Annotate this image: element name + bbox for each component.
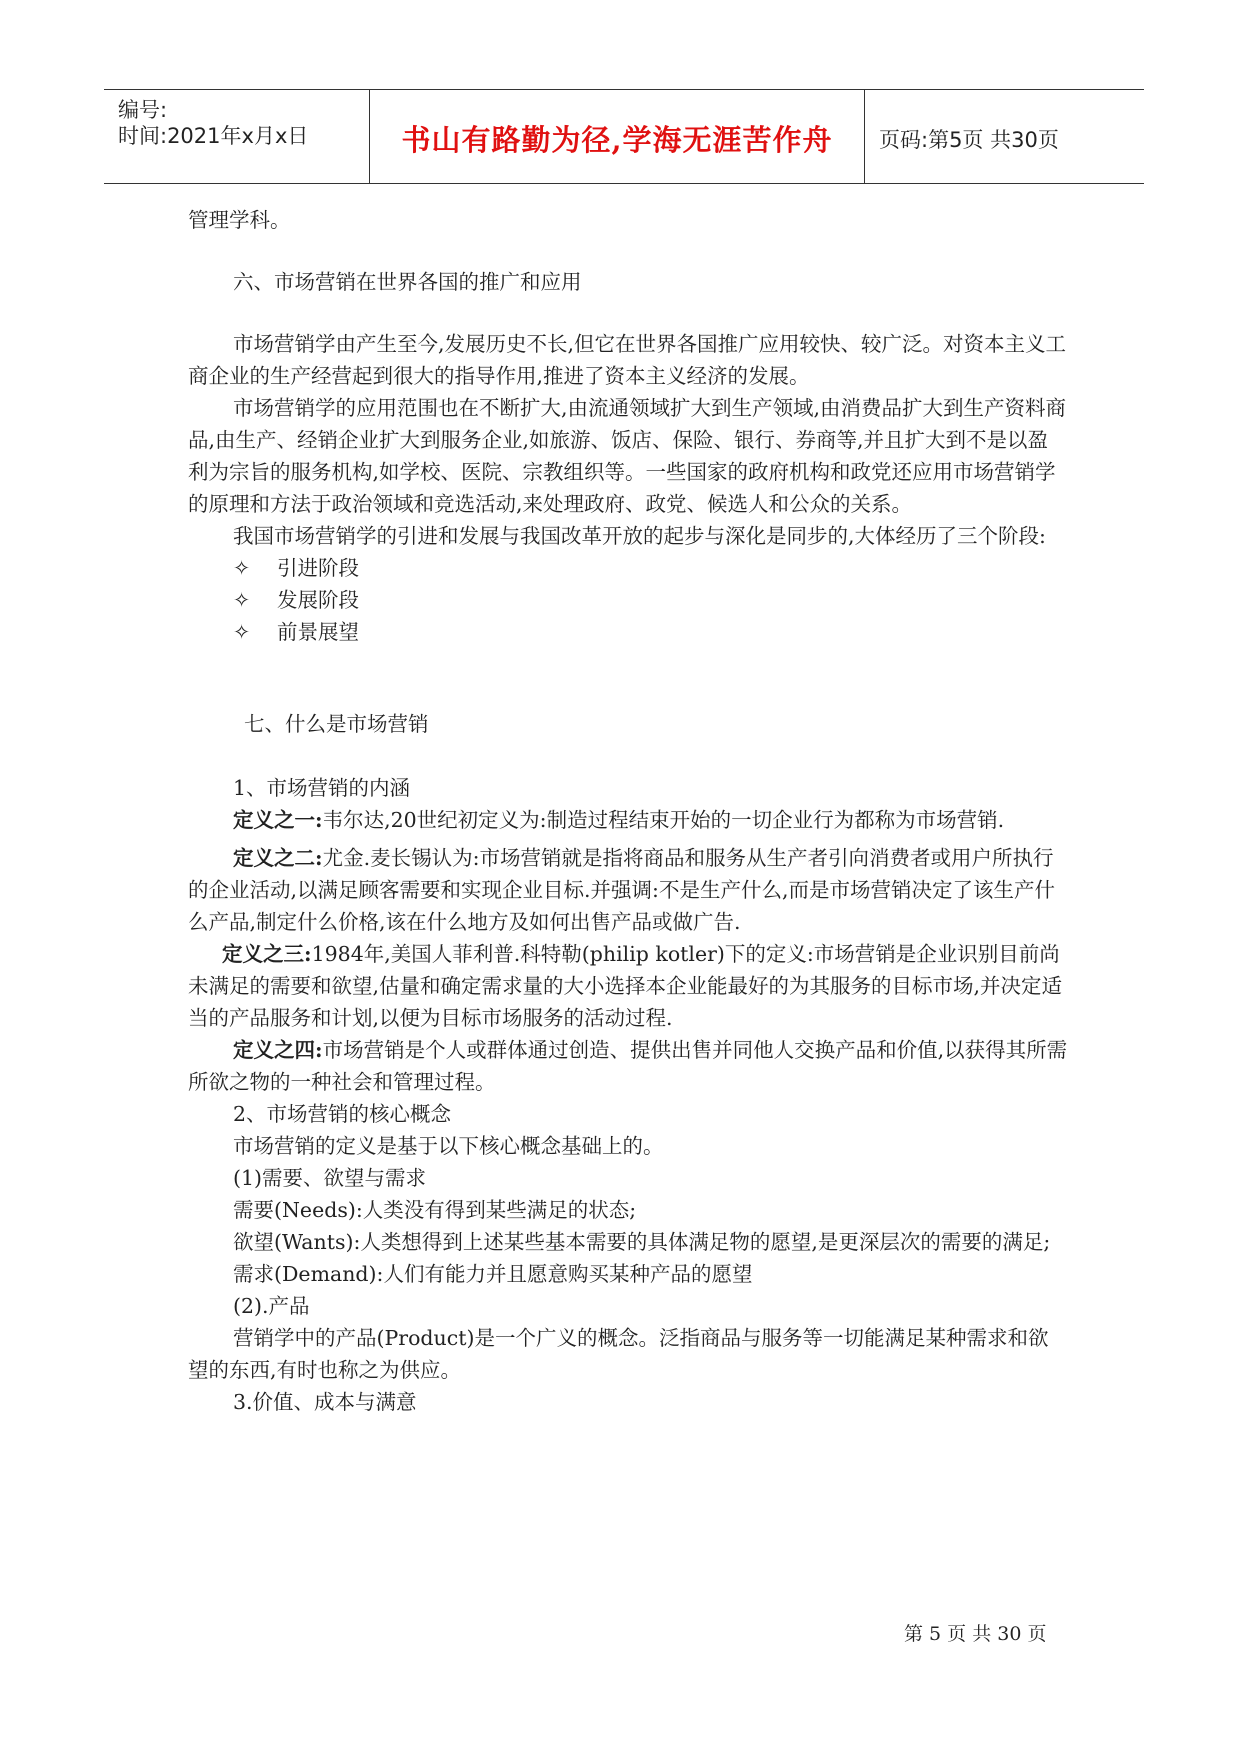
product-text: 营销学中的产品(Product)是一个广义的概念。泛指商品与服务等一切能满足某种需求和欲望的东西,有时也称之为供应。 [188, 1326, 1049, 1382]
definition-label: 定义之二: [233, 846, 323, 870]
time-label: 时间:2021年x月x日 [118, 124, 309, 148]
paragraph: 市场营销学的应用范围也在不断扩大,由流通领域扩大到生产领域,由消费品扩大到生产资料商品,由生产、经销企业扩大到服务企业,如旅游、饭店、保险、银行、券商等,并且扩大到不是以盈利为宗旨的服务机构,如学校、医院、宗教组织等。一些国家的政府机构和政党还应用市场营销学的原理和方法于政治领域和竞选活动,来处理政府、政党、候选人和公众的关系。 [188, 396, 1067, 516]
header-page-cell [865, 90, 1144, 183]
document-body [188, 204, 1068, 1418]
paragraph: 市场营销学由产生至今,发展历史不长,但它在世界各国推广应用较快、较广泛。对资本主义工商企业的生产经营起到很大的指导作用,推进了资本主义经济的发展。 [188, 332, 1067, 388]
diamond-bullet-icon: ✧ [233, 556, 251, 580]
definition-3 [188, 938, 1068, 1034]
page-footer: 第 5 页 共 30 页 [904, 1623, 1047, 1645]
page-header [104, 89, 1144, 184]
definition-text: 1984年,美国人菲利普.科特勒(philip kotler)下的定义:市场营销是企业识别目前尚未满足的需要和欲望,估量和确定需求量的大小选择本企业能最好的为其服务的目标市场,并决定适当的产品服务和计划,以便为目标市场服务的活动过程. [188, 942, 1063, 1030]
list-item [188, 584, 1068, 616]
list-item-text: 前景展望 [277, 620, 359, 644]
list-item [188, 616, 1068, 648]
section-heading-6: 六、市场营销在世界各国的推广和应用 [233, 270, 582, 294]
section-heading-7: 七、什么是市场营销 [244, 712, 429, 736]
list-item-text: 引进阶段 [277, 556, 359, 580]
definition-text: 韦尔达,20世纪初定义为:制造过程结束开始的一切企业行为都称为市场营销. [322, 808, 1005, 832]
subheading: 2、市场营销的核心概念 [233, 1102, 452, 1126]
definition-1 [188, 804, 1068, 836]
header-motto-cell [370, 90, 865, 183]
serial-label: 编号: [118, 98, 168, 122]
paragraph: 我国市场营销学的引进和发展与我国改革开放的起步与深化是同步的,大体经历了三个阶段: [233, 524, 1046, 548]
definition-label: 定义之三: [222, 942, 312, 966]
definition-label: 定义之一: [233, 808, 323, 832]
subheading: 1、市场营销的内涵 [233, 776, 411, 800]
concept-heading: (1)需要、欲望与需求 [233, 1166, 427, 1190]
list-item [188, 552, 1068, 584]
definition-text: 尤金.麦长锡认为:市场营销就是指将商品和服务从生产者引向消费者或用户所执行的企业活动,以满足顾客需要和实现企业目标.并强调:不是生产什么,而是市场营销决定了该生产什么产品,制定什么价格,该在什么地方及如何出售产品或做广告. [188, 846, 1055, 934]
wants-text: 欲望(Wants):人类想得到上述某些基本需要的具体满足物的愿望,是更深层次的需要的满足; [233, 1230, 1051, 1254]
definition-label: 定义之四: [233, 1038, 323, 1062]
definition-4 [188, 1034, 1068, 1098]
paragraph: 管理学科。 [188, 208, 291, 232]
list-item-text: 发展阶段 [277, 588, 359, 612]
motto: 书山有路勤为径,学海无涯苦作舟 [401, 123, 833, 157]
paragraph: 市场营销的定义是基于以下核心概念基础上的。 [233, 1134, 664, 1158]
demand-text: 需求(Demand):人们有能力并且愿意购买某种产品的愿望 [233, 1262, 753, 1286]
concept-heading: (2).产品 [233, 1294, 310, 1318]
definition-text: 市场营销是个人或群体通过创造、提供出售并同他人交换产品和价值,以获得其所需所欲之物的一种社会和管理过程。 [188, 1038, 1068, 1094]
concept-heading: 3.价值、成本与满意 [233, 1390, 417, 1414]
page-code: 页码:第5页 共30页 [879, 128, 1059, 152]
diamond-bullet-icon: ✧ [233, 588, 251, 612]
needs-text: 需要(Needs):人类没有得到某些满足的状态; [233, 1198, 637, 1222]
header-meta-cell [104, 90, 370, 183]
diamond-bullet-icon: ✧ [233, 620, 251, 644]
definition-2 [188, 842, 1068, 938]
